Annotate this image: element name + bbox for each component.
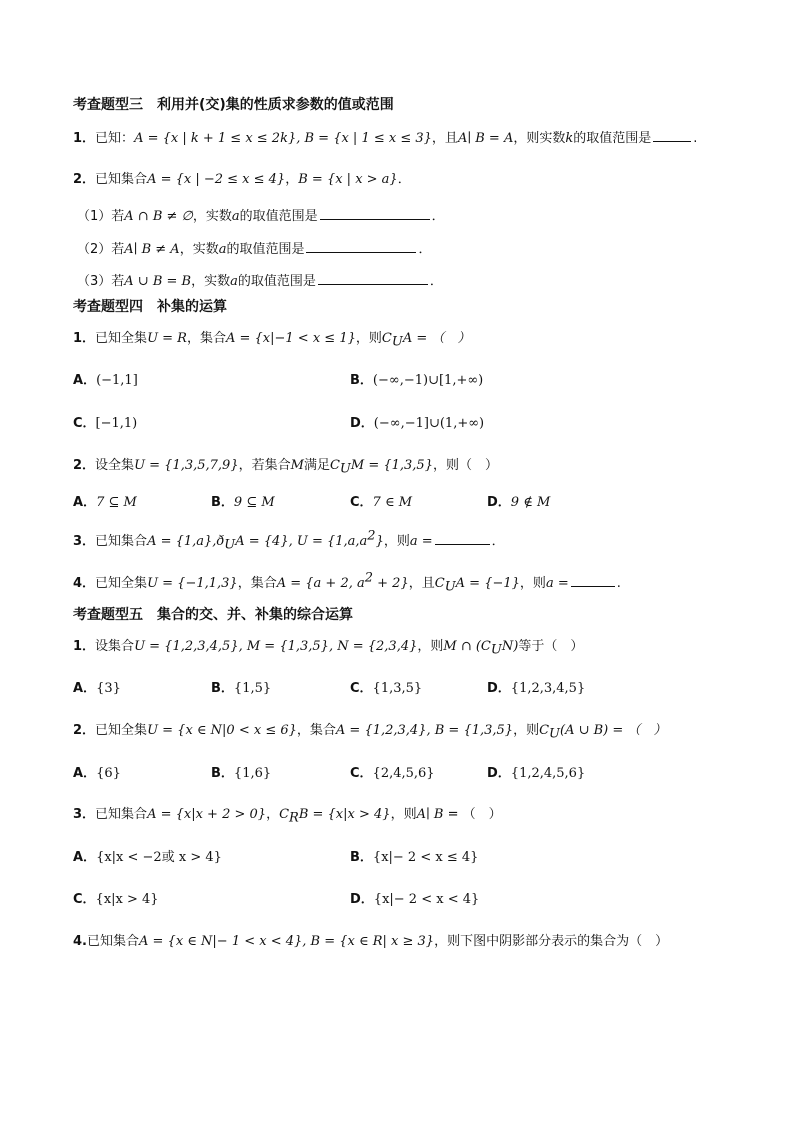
q-text: ，则 <box>519 576 546 591</box>
option-c[interactable] <box>73 415 137 433</box>
math-expr: A∣ B = A <box>457 131 514 146</box>
math-expr: A = {1,a}, <box>147 534 217 549</box>
q-text: ，实数 <box>191 274 231 289</box>
option-c[interactable] <box>350 680 422 698</box>
math-expr: U = {1,2,3,4,5}, M = {1,3,5}, N = {2,3,4} <box>134 639 418 654</box>
option-text: 9 ∉ M <box>510 495 551 510</box>
q-text: = （ ） <box>443 807 502 822</box>
option-a[interactable] <box>73 680 121 698</box>
option-b[interactable] <box>211 494 275 512</box>
option-text: {1,6} <box>233 766 272 781</box>
option-c[interactable] <box>73 891 159 909</box>
option-text: 7 ⊆ M <box>96 495 137 510</box>
option-text: {x|x < −2 <box>96 850 162 865</box>
s3-question-1 <box>73 129 697 148</box>
s5-question-2 <box>73 722 666 740</box>
math-expr: ð <box>216 534 225 549</box>
math-expr: B = {x | x > a} <box>298 172 398 187</box>
q-text: 等于（ ） <box>518 639 584 654</box>
q-text: ，实数 <box>179 242 219 257</box>
math-var: a <box>231 209 240 224</box>
section-3-title: 考查题型三 利用并(交)集的性质求参数的值或范围 <box>73 97 394 113</box>
s5-question-3 <box>73 806 502 824</box>
s5-question-4 <box>73 933 668 951</box>
q-text: ，若集合 <box>238 458 291 473</box>
option-a[interactable] <box>73 849 222 867</box>
q-text: ，则实数 <box>513 131 566 146</box>
q-text: ． <box>397 172 411 187</box>
q-text: ，且 <box>431 131 458 146</box>
answer-blank[interactable] <box>435 532 490 545</box>
math-expr: = <box>553 576 569 591</box>
math-subscript: R <box>289 810 299 826</box>
math-var: k <box>565 131 574 146</box>
option-c[interactable] <box>350 765 435 783</box>
answer-blank[interactable] <box>306 240 416 253</box>
option-label: D． <box>487 681 511 696</box>
math-expr: C <box>434 576 445 591</box>
math-expr: U = {x ∈ N|0 < x ≤ 6} <box>147 723 297 738</box>
q-text: ，集合 <box>186 331 226 346</box>
option-text: {6} <box>96 766 121 781</box>
question-number: 4． <box>73 576 96 591</box>
option-text: [−1,1) <box>95 416 138 431</box>
math-expr: A = {x ∈ N|− 1 < x < 4}, B = {x ∈ R| x ≥ 3} <box>139 934 435 949</box>
question-number: 2． <box>73 172 96 187</box>
math-expr: M ∩ (C <box>443 639 491 654</box>
s3-question-2-part-1 <box>77 207 445 226</box>
q-text: ， <box>266 807 280 822</box>
math-expr: A∣ B ≠ A <box>124 242 180 257</box>
option-c[interactable] <box>350 494 412 512</box>
option-d[interactable] <box>350 891 479 909</box>
question-number: 1． <box>73 639 96 654</box>
math-subscript: U <box>549 726 561 742</box>
question-number: 2． <box>73 723 96 738</box>
q-text: 已知全集 <box>95 331 148 346</box>
math-expr: (A ∪ B) = （ ） <box>560 723 667 738</box>
math-expr: A = {4}, U = {1,a,a <box>235 534 368 549</box>
option-b[interactable] <box>350 372 483 390</box>
option-text: {x|− 2 < x < 4} <box>373 892 480 907</box>
answer-blank[interactable] <box>318 272 428 285</box>
s4-question-4 <box>73 570 621 595</box>
q-text: ， <box>285 172 299 187</box>
math-expr: A = {x|x + 2 > 0} <box>147 807 267 822</box>
q-text: ，则 <box>390 807 417 822</box>
option-d[interactable] <box>487 494 550 512</box>
math-expr: A = {a + 2, a <box>276 576 365 591</box>
option-label: B． <box>211 766 234 781</box>
option-label: A． <box>73 681 97 696</box>
math-expr: A = {x | k + 1 ≤ x ≤ 2k}, B = {x | 1 ≤ x ≤ 3} <box>134 131 432 146</box>
option-text: {1,5} <box>233 681 272 696</box>
math-expr: C <box>381 331 392 346</box>
s4-question-1 <box>73 330 470 348</box>
q-text: 已知集合 <box>95 807 148 822</box>
q-text: 满足 <box>303 458 330 473</box>
option-text: (−∞,−1]∪(1,+∞) <box>373 416 485 431</box>
q-text: . <box>693 131 698 146</box>
option-label: D． <box>487 495 511 510</box>
math-expr: A∣ B <box>416 807 444 822</box>
q-text: ． <box>491 534 505 549</box>
math-expr: C <box>279 807 290 822</box>
q-text: 的取值范围是 <box>226 242 305 257</box>
option-text: (−∞,−1)∪[1,+∞) <box>372 373 484 388</box>
math-expr: B = {x|x > 4} <box>298 807 391 822</box>
option-text: (−1,1] <box>96 373 138 388</box>
math-expr: A = （ ） <box>402 331 471 346</box>
answer-blank[interactable] <box>653 129 691 142</box>
q-text: . <box>616 576 621 591</box>
option-a[interactable] <box>73 372 138 390</box>
math-expr: = <box>417 534 433 549</box>
math-expr: C <box>329 458 340 473</box>
math-superscript: 2 <box>364 570 374 586</box>
option-text: {1,2,3,4,5} <box>510 681 586 696</box>
option-label: C． <box>350 766 373 781</box>
math-expr: C <box>539 723 550 738</box>
math-var: a <box>409 534 418 549</box>
math-expr: A = {x|−1 < x ≤ 1} <box>225 331 356 346</box>
math-expr: A = {−1} <box>455 576 520 591</box>
q-text: 已知集合 <box>95 172 148 187</box>
option-label: C． <box>73 416 96 431</box>
question-number: 1． <box>73 131 96 146</box>
option-text: {x|− 2 < x ≤ 4} <box>372 850 479 865</box>
q-text: ，集合 <box>296 723 336 738</box>
option-text: {3} <box>96 681 121 696</box>
option-label: A． <box>73 850 97 865</box>
option-text: 9 ⊆ M <box>233 495 275 510</box>
option-label: C． <box>73 892 96 907</box>
answer-blank[interactable] <box>320 207 430 220</box>
option-label: A． <box>73 495 97 510</box>
q-text: 已知集合 <box>86 934 139 949</box>
option-d[interactable] <box>350 415 484 433</box>
q-text: ，则 <box>355 331 382 346</box>
math-subscript: U <box>444 579 456 595</box>
q-text: ． <box>429 274 443 289</box>
math-superscript: 2 <box>367 528 376 544</box>
q-text: 已知： <box>95 131 135 146</box>
option-text: {2,4,5,6} <box>372 766 435 781</box>
math-expr: } <box>375 534 384 549</box>
option-b[interactable] <box>350 849 478 867</box>
option-text: {x|x > 4} <box>95 892 159 907</box>
q-text: 的取值范围是 <box>239 209 318 224</box>
question-number: 2． <box>73 458 96 473</box>
question-number: 3． <box>73 807 96 822</box>
option-label: A． <box>73 766 97 781</box>
answer-blank[interactable] <box>571 574 615 587</box>
math-var: a <box>230 274 238 289</box>
option-d[interactable] <box>487 680 585 698</box>
option-label: B． <box>350 850 373 865</box>
option-text: 7 ∈ M <box>372 495 413 510</box>
math-expr: + 2} <box>373 576 409 591</box>
s3-question-2 <box>73 171 411 189</box>
option-label: D． <box>350 892 374 907</box>
option-label: B． <box>211 495 234 510</box>
s4-question-3 <box>73 528 505 553</box>
q-text: 已知全集 <box>95 723 148 738</box>
q-text: 的取值范围是 <box>237 274 316 289</box>
q-text: ，实数 <box>192 209 232 224</box>
option-a[interactable] <box>73 494 137 512</box>
math-expr: M = {1,3,5} <box>350 458 433 473</box>
question-number: 1． <box>73 331 96 346</box>
math-var: a <box>545 576 554 591</box>
option-label: B． <box>211 681 234 696</box>
q-text: ，则 <box>513 723 540 738</box>
math-expr: U = {−1,1,3} <box>147 576 238 591</box>
q-text: ，且 <box>408 576 435 591</box>
math-subscript: U <box>490 642 502 658</box>
math-subscript: U <box>224 537 236 553</box>
q-text: （1）若 <box>77 209 125 224</box>
math-subscript: U <box>339 461 351 477</box>
s4-question-2 <box>73 457 498 475</box>
option-label: D． <box>350 416 374 431</box>
s5-question-1 <box>73 638 583 656</box>
option-label: B． <box>350 373 373 388</box>
option-label: D． <box>487 766 511 781</box>
q-text: 设集合 <box>95 639 135 654</box>
q-text: ，则 <box>383 534 410 549</box>
option-text: x > 4} <box>174 850 222 865</box>
math-expr: A ∩ B ≠ ∅ <box>124 209 193 224</box>
math-var: a <box>218 242 227 257</box>
option-b[interactable] <box>211 765 271 783</box>
math-var: M <box>290 458 304 473</box>
q-text: （2）若 <box>77 242 125 257</box>
option-text: {1,2,4,5,6} <box>510 766 586 781</box>
math-expr: A ∪ B = B <box>124 274 192 289</box>
q-text: ，则下图中阴影部分表示的集合为（ ） <box>434 934 669 949</box>
option-label: A． <box>73 373 97 388</box>
option-text: {1,3,5} <box>372 681 423 696</box>
math-expr: N) <box>501 639 519 654</box>
option-a[interactable] <box>73 765 121 783</box>
math-expr: A = {1,2,3,4}, B = {1,3,5} <box>335 723 514 738</box>
math-expr: U = R <box>147 331 187 346</box>
math-expr: A = {x | −2 ≤ x ≤ 4} <box>147 172 286 187</box>
option-b[interactable] <box>211 680 271 698</box>
s3-question-2-part-3 <box>77 272 443 291</box>
question-number: 3． <box>73 534 96 549</box>
option-label: C． <box>350 681 373 696</box>
q-text: ，集合 <box>237 576 277 591</box>
q-text: ，则（ ） <box>432 458 498 473</box>
math-expr: U = {1,3,5,7,9} <box>134 458 239 473</box>
s3-question-2-part-2 <box>77 240 432 259</box>
option-d[interactable] <box>487 765 585 783</box>
q-text: （3）若 <box>77 274 125 289</box>
math-subscript: U <box>391 334 403 350</box>
question-number: 4. <box>73 934 87 949</box>
q-text: 的取值范围是 <box>573 131 652 146</box>
q-text: 设全集 <box>95 458 135 473</box>
q-text: ，则 <box>417 639 444 654</box>
section-4-title: 考查题型四 补集的运算 <box>73 299 227 315</box>
option-text: 或 <box>161 850 175 865</box>
q-text: 已知全集 <box>95 576 148 591</box>
section-5-title: 考查题型五 集合的交、并、补集的综合运算 <box>73 607 353 623</box>
q-text: ． <box>418 242 432 257</box>
option-label: C． <box>350 495 373 510</box>
q-text: ． <box>431 209 445 224</box>
q-text: 已知集合 <box>95 534 148 549</box>
